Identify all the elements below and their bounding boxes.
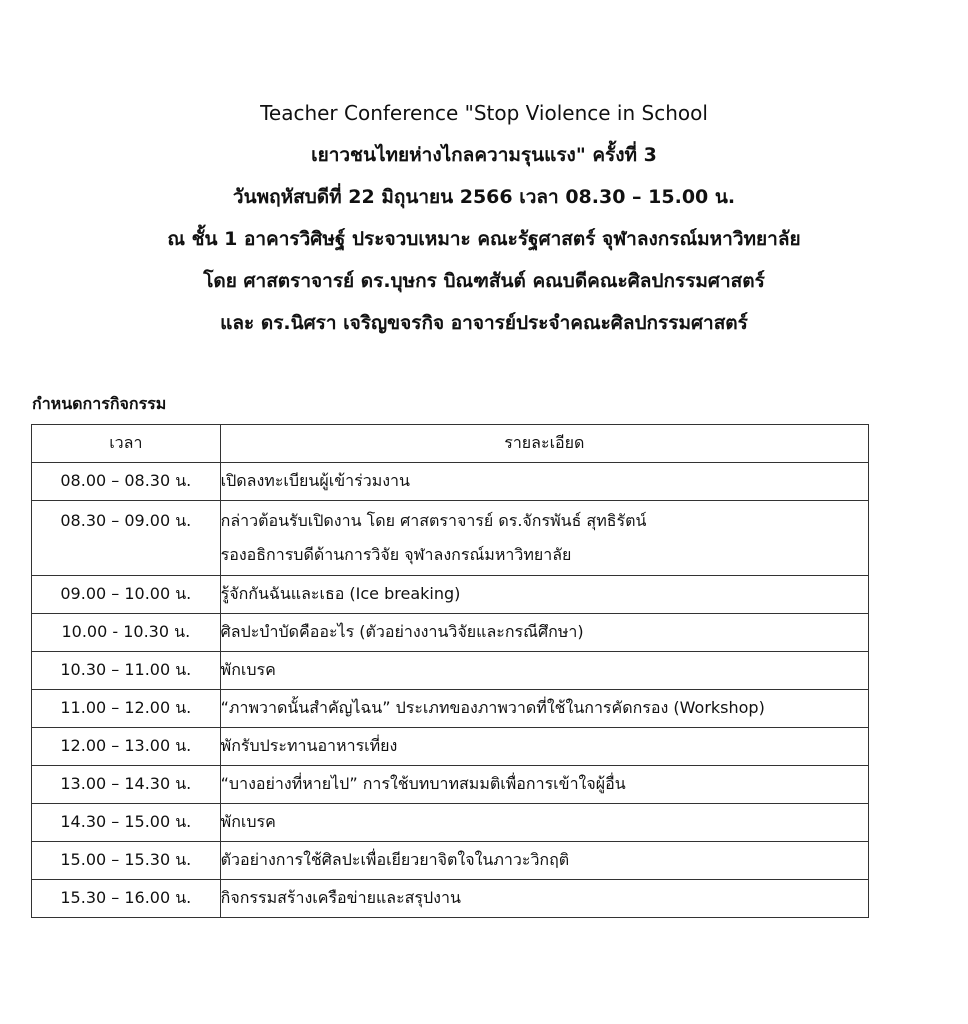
time-cell: 12.00 – 13.00 น.: [32, 728, 221, 766]
table-row: [32, 501, 869, 576]
table-row: [32, 463, 869, 501]
document-header: [0, 92, 968, 344]
detail-cell: เปิดลงทะเบียนผู้เข้าร่วมงาน: [220, 463, 868, 501]
detail-line-1: กล่าวต้อนรับเปิดงาน โดย ศาสตราจารย์ ดร.จักรพันธ์ สุทธิรัตน์: [220, 511, 647, 530]
time-cell: 10.30 – 11.00 น.: [32, 652, 221, 690]
table-row: [32, 804, 869, 842]
table-row: [32, 652, 869, 690]
detail-cell: “ภาพวาดนั้นสำคัญไฉน” ประเภทของภาพวาดที่ใช้ในการคัดกรอง (Workshop): [220, 690, 868, 728]
time-cell: 11.00 – 12.00 น.: [32, 690, 221, 728]
time-cell: 15.00 – 15.30 น.: [32, 842, 221, 880]
time-cell: 09.00 – 10.00 น.: [32, 576, 221, 614]
detail-cell: “บางอย่างที่หายไป” การใช้บทบาทสมมติเพื่อการเข้าใจผู้อื่น: [220, 766, 868, 804]
schedule-table: [31, 424, 869, 918]
organizer-line-1: โดย ศาสตราจารย์ ดร.บุษกร บิณฑสันต์ คณบดีคณะศิลปกรรมศาสตร์: [203, 270, 765, 292]
table-row: [32, 766, 869, 804]
table-header-row: [32, 425, 869, 463]
table-row: [32, 880, 869, 918]
detail-cell: พักรับประทานอาหารเที่ยง: [220, 728, 868, 766]
event-date-time: วันพฤหัสบดีที่ 22 มิถุนายน 2566 เวลา 08.30 – 15.00 น.: [232, 186, 736, 208]
table-row: [32, 576, 869, 614]
table-row: [32, 614, 869, 652]
time-cell: 15.30 – 16.00 น.: [32, 880, 221, 918]
detail-cell: รู้จักกันฉันและเธอ (Ice breaking): [220, 576, 868, 614]
time-cell: 08.00 – 08.30 น.: [32, 463, 221, 501]
schedule-label: กำหนดการกิจกรรม: [32, 394, 167, 413]
table-row: [32, 842, 869, 880]
detail-line-2: รองอธิการบดีด้านการวิจัย จุฬาลงกรณ์มหาวิทยาลัย: [220, 545, 572, 564]
detail-cell: [220, 501, 868, 576]
time-cell: 10.00 - 10.30 น.: [32, 614, 221, 652]
detail-cell: ตัวอย่างการใช้ศิลปะเพื่อเยียวยาจิตใจในภาวะวิกฤติ: [220, 842, 868, 880]
time-cell: 08.30 – 09.00 น.: [32, 501, 221, 576]
conference-title-line-1: Teacher Conference "Stop Violence in School: [260, 101, 708, 125]
table-row: [32, 690, 869, 728]
conference-title-line-2: เยาวชนไทยห่างไกลความรุนแรง" ครั้งที่ 3: [311, 144, 657, 166]
detail-cell: ศิลปะบำบัดคืออะไร (ตัวอย่างงานวิจัยและกรณีศึกษา): [220, 614, 868, 652]
table-row: [32, 728, 869, 766]
time-cell: 13.00 – 14.30 น.: [32, 766, 221, 804]
time-cell: 14.30 – 15.00 น.: [32, 804, 221, 842]
detail-cell: พักเบรค: [220, 804, 868, 842]
organizer-line-2: และ ดร.นิศรา เจริญขจรกิจ อาจารย์ประจำคณะศิลปกรรมศาสตร์: [220, 312, 748, 334]
detail-column-header: รายละเอียด: [220, 425, 868, 463]
detail-cell: กิจกรรมสร้างเครือข่ายและสรุปงาน: [220, 880, 868, 918]
detail-cell: พักเบรค: [220, 652, 868, 690]
event-venue: ณ ชั้น 1 อาคารวิศิษฐ์ ประจวบเหมาะ คณะรัฐศาสตร์ จุฬาลงกรณ์มหาวิทยาลัย: [167, 228, 801, 250]
time-column-header: เวลา: [32, 425, 221, 463]
